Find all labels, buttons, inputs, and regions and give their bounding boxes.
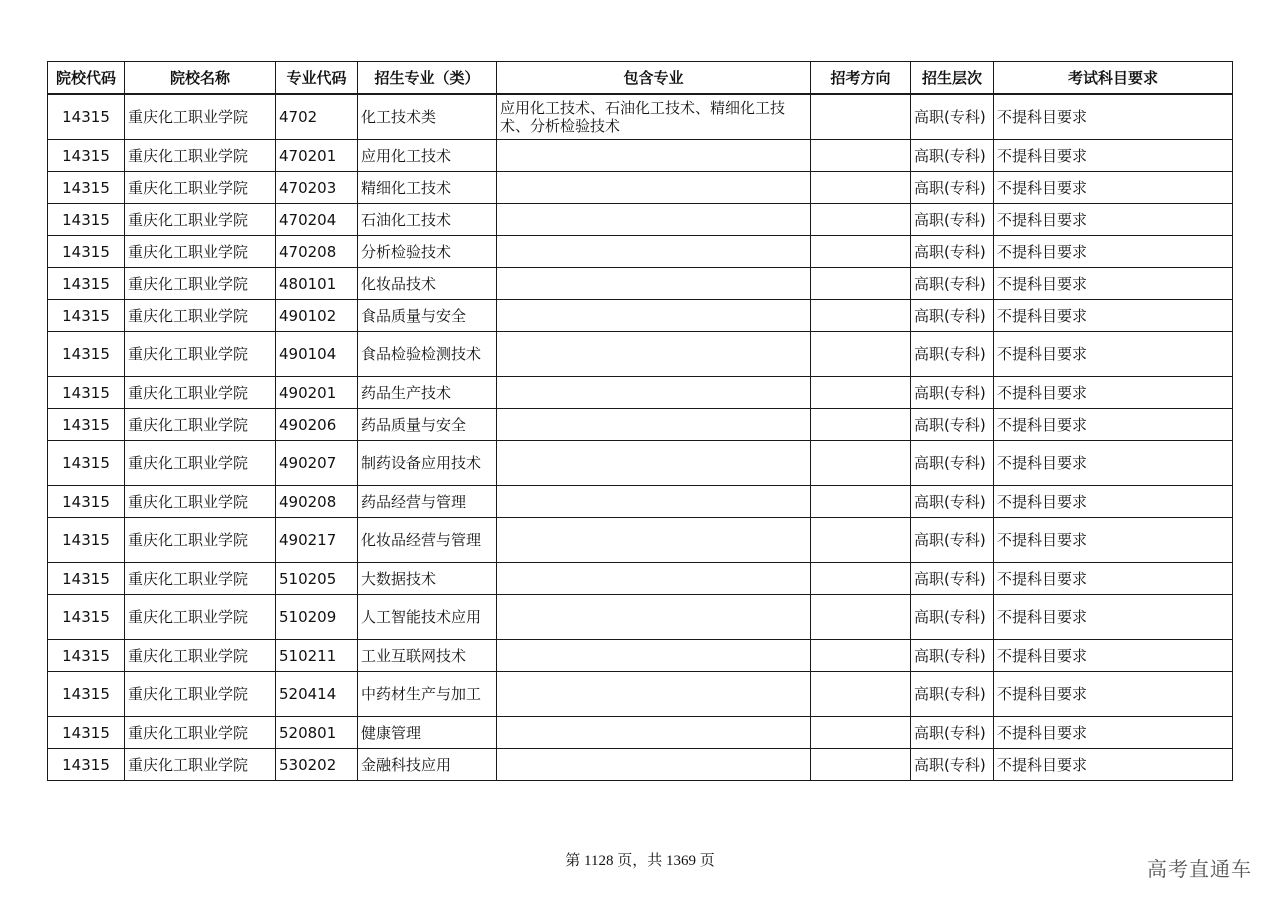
cell-school-code: 14315 — [48, 441, 125, 486]
cell-major: 精细化工技术 — [358, 172, 497, 204]
cell-school-code: 14315 — [48, 172, 125, 204]
header-school-code: 院校代码 — [48, 62, 125, 95]
header-direction: 招考方向 — [811, 62, 911, 95]
cell-direction — [811, 441, 911, 486]
cell-school-name: 重庆化工职业学院 — [125, 268, 276, 300]
cell-school-name: 重庆化工职业学院 — [125, 749, 276, 781]
admissions-table — [47, 61, 1233, 781]
cell-school-code: 14315 — [48, 717, 125, 749]
cell-level: 高职(专科) — [911, 563, 994, 595]
cell-school-name: 重庆化工职业学院 — [125, 140, 276, 172]
cell-level: 高职(专科) — [911, 332, 994, 377]
cell-major: 人工智能技术应用 — [358, 595, 497, 640]
cell-school-name: 重庆化工职业学院 — [125, 300, 276, 332]
cell-school-code: 14315 — [48, 140, 125, 172]
cell-major: 化工技术类 — [358, 94, 497, 140]
cell-major-code: 490104 — [276, 332, 358, 377]
cell-school-name: 重庆化工职业学院 — [125, 204, 276, 236]
cell-level: 高职(专科) — [911, 518, 994, 563]
cell-level: 高职(专科) — [911, 236, 994, 268]
cell-school-code: 14315 — [48, 236, 125, 268]
header-requirement: 考试科目要求 — [994, 62, 1233, 95]
cell-major: 制药设备应用技术 — [358, 441, 497, 486]
cell-includes — [497, 300, 811, 332]
table-row — [48, 94, 1233, 140]
cell-major: 药品经营与管理 — [358, 486, 497, 518]
cell-includes — [497, 236, 811, 268]
cell-major-code: 470203 — [276, 172, 358, 204]
cell-requirement: 不提科目要求 — [994, 486, 1233, 518]
table-row — [48, 563, 1233, 595]
cell-level: 高职(专科) — [911, 300, 994, 332]
cell-includes — [497, 377, 811, 409]
cell-school-name: 重庆化工职业学院 — [125, 441, 276, 486]
cell-includes — [497, 672, 811, 717]
cell-major-code: 510205 — [276, 563, 358, 595]
cell-major-code: 470208 — [276, 236, 358, 268]
header-major-code: 专业代码 — [276, 62, 358, 95]
cell-direction — [811, 717, 911, 749]
cell-direction — [811, 486, 911, 518]
cell-major: 石油化工技术 — [358, 204, 497, 236]
cell-school-name: 重庆化工职业学院 — [125, 409, 276, 441]
cell-major: 药品生产技术 — [358, 377, 497, 409]
cell-major-code: 490207 — [276, 441, 358, 486]
cell-school-code: 14315 — [48, 640, 125, 672]
cell-level: 高职(专科) — [911, 377, 994, 409]
cell-school-name: 重庆化工职业学院 — [125, 486, 276, 518]
cell-major-code: 510211 — [276, 640, 358, 672]
table-row — [48, 409, 1233, 441]
cell-direction — [811, 268, 911, 300]
cell-requirement: 不提科目要求 — [994, 518, 1233, 563]
table-row — [48, 332, 1233, 377]
cell-direction — [811, 140, 911, 172]
table-row — [48, 172, 1233, 204]
cell-school-code: 14315 — [48, 486, 125, 518]
cell-major-code: 490201 — [276, 377, 358, 409]
cell-level: 高职(专科) — [911, 140, 994, 172]
cell-requirement: 不提科目要求 — [994, 204, 1233, 236]
cell-requirement: 不提科目要求 — [994, 749, 1233, 781]
cell-includes — [497, 717, 811, 749]
cell-school-name: 重庆化工职业学院 — [125, 595, 276, 640]
cell-school-name: 重庆化工职业学院 — [125, 717, 276, 749]
cell-includes — [497, 640, 811, 672]
cell-level: 高职(专科) — [911, 268, 994, 300]
cell-requirement: 不提科目要求 — [994, 377, 1233, 409]
cell-direction — [811, 640, 911, 672]
cell-major-code: 490102 — [276, 300, 358, 332]
table-row — [48, 441, 1233, 486]
cell-school-code: 14315 — [48, 563, 125, 595]
cell-direction — [811, 563, 911, 595]
cell-major: 食品检验检测技术 — [358, 332, 497, 377]
cell-school-name: 重庆化工职业学院 — [125, 94, 276, 140]
cell-requirement: 不提科目要求 — [994, 140, 1233, 172]
cell-requirement: 不提科目要求 — [994, 595, 1233, 640]
cell-level: 高职(专科) — [911, 672, 994, 717]
cell-direction — [811, 300, 911, 332]
cell-major-code: 490217 — [276, 518, 358, 563]
cell-school-code: 14315 — [48, 300, 125, 332]
cell-major-code: 520801 — [276, 717, 358, 749]
table-row — [48, 204, 1233, 236]
watermark-logo: 高考直通车 — [1147, 857, 1252, 881]
cell-school-code: 14315 — [48, 672, 125, 717]
header-school-name: 院校名称 — [125, 62, 276, 95]
table-body — [48, 94, 1233, 781]
header-includes: 包含专业 — [497, 62, 811, 95]
table-row — [48, 377, 1233, 409]
cell-includes — [497, 332, 811, 377]
cell-major: 大数据技术 — [358, 563, 497, 595]
cell-major-code: 470204 — [276, 204, 358, 236]
cell-direction — [811, 749, 911, 781]
table-row — [48, 300, 1233, 332]
cell-major: 药品质量与安全 — [358, 409, 497, 441]
cell-major-code: 530202 — [276, 749, 358, 781]
header-row — [48, 62, 1233, 95]
table-row — [48, 486, 1233, 518]
cell-school-code: 14315 — [48, 518, 125, 563]
table-row — [48, 518, 1233, 563]
cell-level: 高职(专科) — [911, 94, 994, 140]
cell-includes — [497, 204, 811, 236]
cell-includes: 应用化工技术、石油化工技术、精细化工技术、分析检验技术 — [497, 94, 811, 140]
cell-direction — [811, 204, 911, 236]
table-row — [48, 595, 1233, 640]
cell-requirement: 不提科目要求 — [994, 563, 1233, 595]
cell-requirement: 不提科目要求 — [994, 332, 1233, 377]
cell-includes — [497, 749, 811, 781]
cell-includes — [497, 409, 811, 441]
cell-school-name: 重庆化工职业学院 — [125, 672, 276, 717]
table-row — [48, 640, 1233, 672]
cell-requirement: 不提科目要求 — [994, 717, 1233, 749]
cell-major-code: 520414 — [276, 672, 358, 717]
cell-requirement: 不提科目要求 — [994, 172, 1233, 204]
cell-direction — [811, 409, 911, 441]
cell-includes — [497, 563, 811, 595]
cell-requirement: 不提科目要求 — [994, 268, 1233, 300]
cell-direction — [811, 518, 911, 563]
cell-school-code: 14315 — [48, 268, 125, 300]
cell-includes — [497, 140, 811, 172]
cell-major-code: 480101 — [276, 268, 358, 300]
table-row — [48, 140, 1233, 172]
cell-major: 中药材生产与加工 — [358, 672, 497, 717]
table-row — [48, 236, 1233, 268]
cell-level: 高职(专科) — [911, 717, 994, 749]
cell-school-code: 14315 — [48, 409, 125, 441]
cell-major: 化妆品技术 — [358, 268, 497, 300]
cell-major: 食品质量与安全 — [358, 300, 497, 332]
cell-direction — [811, 94, 911, 140]
cell-direction — [811, 332, 911, 377]
cell-level: 高职(专科) — [911, 409, 994, 441]
cell-includes — [497, 595, 811, 640]
cell-school-name: 重庆化工职业学院 — [125, 640, 276, 672]
cell-level: 高职(专科) — [911, 486, 994, 518]
cell-major: 分析检验技术 — [358, 236, 497, 268]
cell-level: 高职(专科) — [911, 595, 994, 640]
cell-level: 高职(专科) — [911, 441, 994, 486]
cell-school-name: 重庆化工职业学院 — [125, 518, 276, 563]
cell-major-code: 490208 — [276, 486, 358, 518]
cell-major: 健康管理 — [358, 717, 497, 749]
header-major: 招生专业（类） — [358, 62, 497, 95]
cell-requirement: 不提科目要求 — [994, 640, 1233, 672]
cell-direction — [811, 236, 911, 268]
cell-school-name: 重庆化工职业学院 — [125, 172, 276, 204]
cell-direction — [811, 377, 911, 409]
cell-level: 高职(专科) — [911, 640, 994, 672]
cell-major-code: 510209 — [276, 595, 358, 640]
cell-includes — [497, 441, 811, 486]
cell-major: 工业互联网技术 — [358, 640, 497, 672]
cell-school-name: 重庆化工职业学院 — [125, 377, 276, 409]
cell-level: 高职(专科) — [911, 172, 994, 204]
table-row — [48, 672, 1233, 717]
table-row — [48, 268, 1233, 300]
cell-requirement: 不提科目要求 — [994, 300, 1233, 332]
cell-major: 金融科技应用 — [358, 749, 497, 781]
cell-level: 高职(专科) — [911, 749, 994, 781]
cell-major-code: 490206 — [276, 409, 358, 441]
cell-includes — [497, 268, 811, 300]
cell-requirement: 不提科目要求 — [994, 409, 1233, 441]
cell-level: 高职(专科) — [911, 204, 994, 236]
cell-requirement: 不提科目要求 — [994, 441, 1233, 486]
cell-school-name: 重庆化工职业学院 — [125, 236, 276, 268]
cell-includes — [497, 172, 811, 204]
cell-school-code: 14315 — [48, 749, 125, 781]
table-row — [48, 717, 1233, 749]
cell-direction — [811, 172, 911, 204]
cell-requirement: 不提科目要求 — [994, 236, 1233, 268]
cell-requirement: 不提科目要求 — [994, 672, 1233, 717]
cell-includes — [497, 486, 811, 518]
cell-requirement: 不提科目要求 — [994, 94, 1233, 140]
cell-school-name: 重庆化工职业学院 — [125, 563, 276, 595]
cell-school-code: 14315 — [48, 332, 125, 377]
cell-direction — [811, 672, 911, 717]
cell-direction — [811, 595, 911, 640]
cell-school-code: 14315 — [48, 595, 125, 640]
cell-major-code: 4702 — [276, 94, 358, 140]
header-level: 招生层次 — [911, 62, 994, 95]
cell-school-name: 重庆化工职业学院 — [125, 332, 276, 377]
cell-school-code: 14315 — [48, 377, 125, 409]
cell-school-code: 14315 — [48, 204, 125, 236]
page-number: 第 1128 页，共 1369 页 — [565, 853, 715, 869]
cell-major-code: 470201 — [276, 140, 358, 172]
table-row — [48, 749, 1233, 781]
cell-includes — [497, 518, 811, 563]
cell-major: 化妆品经营与管理 — [358, 518, 497, 563]
cell-school-code: 14315 — [48, 94, 125, 140]
cell-major: 应用化工技术 — [358, 140, 497, 172]
